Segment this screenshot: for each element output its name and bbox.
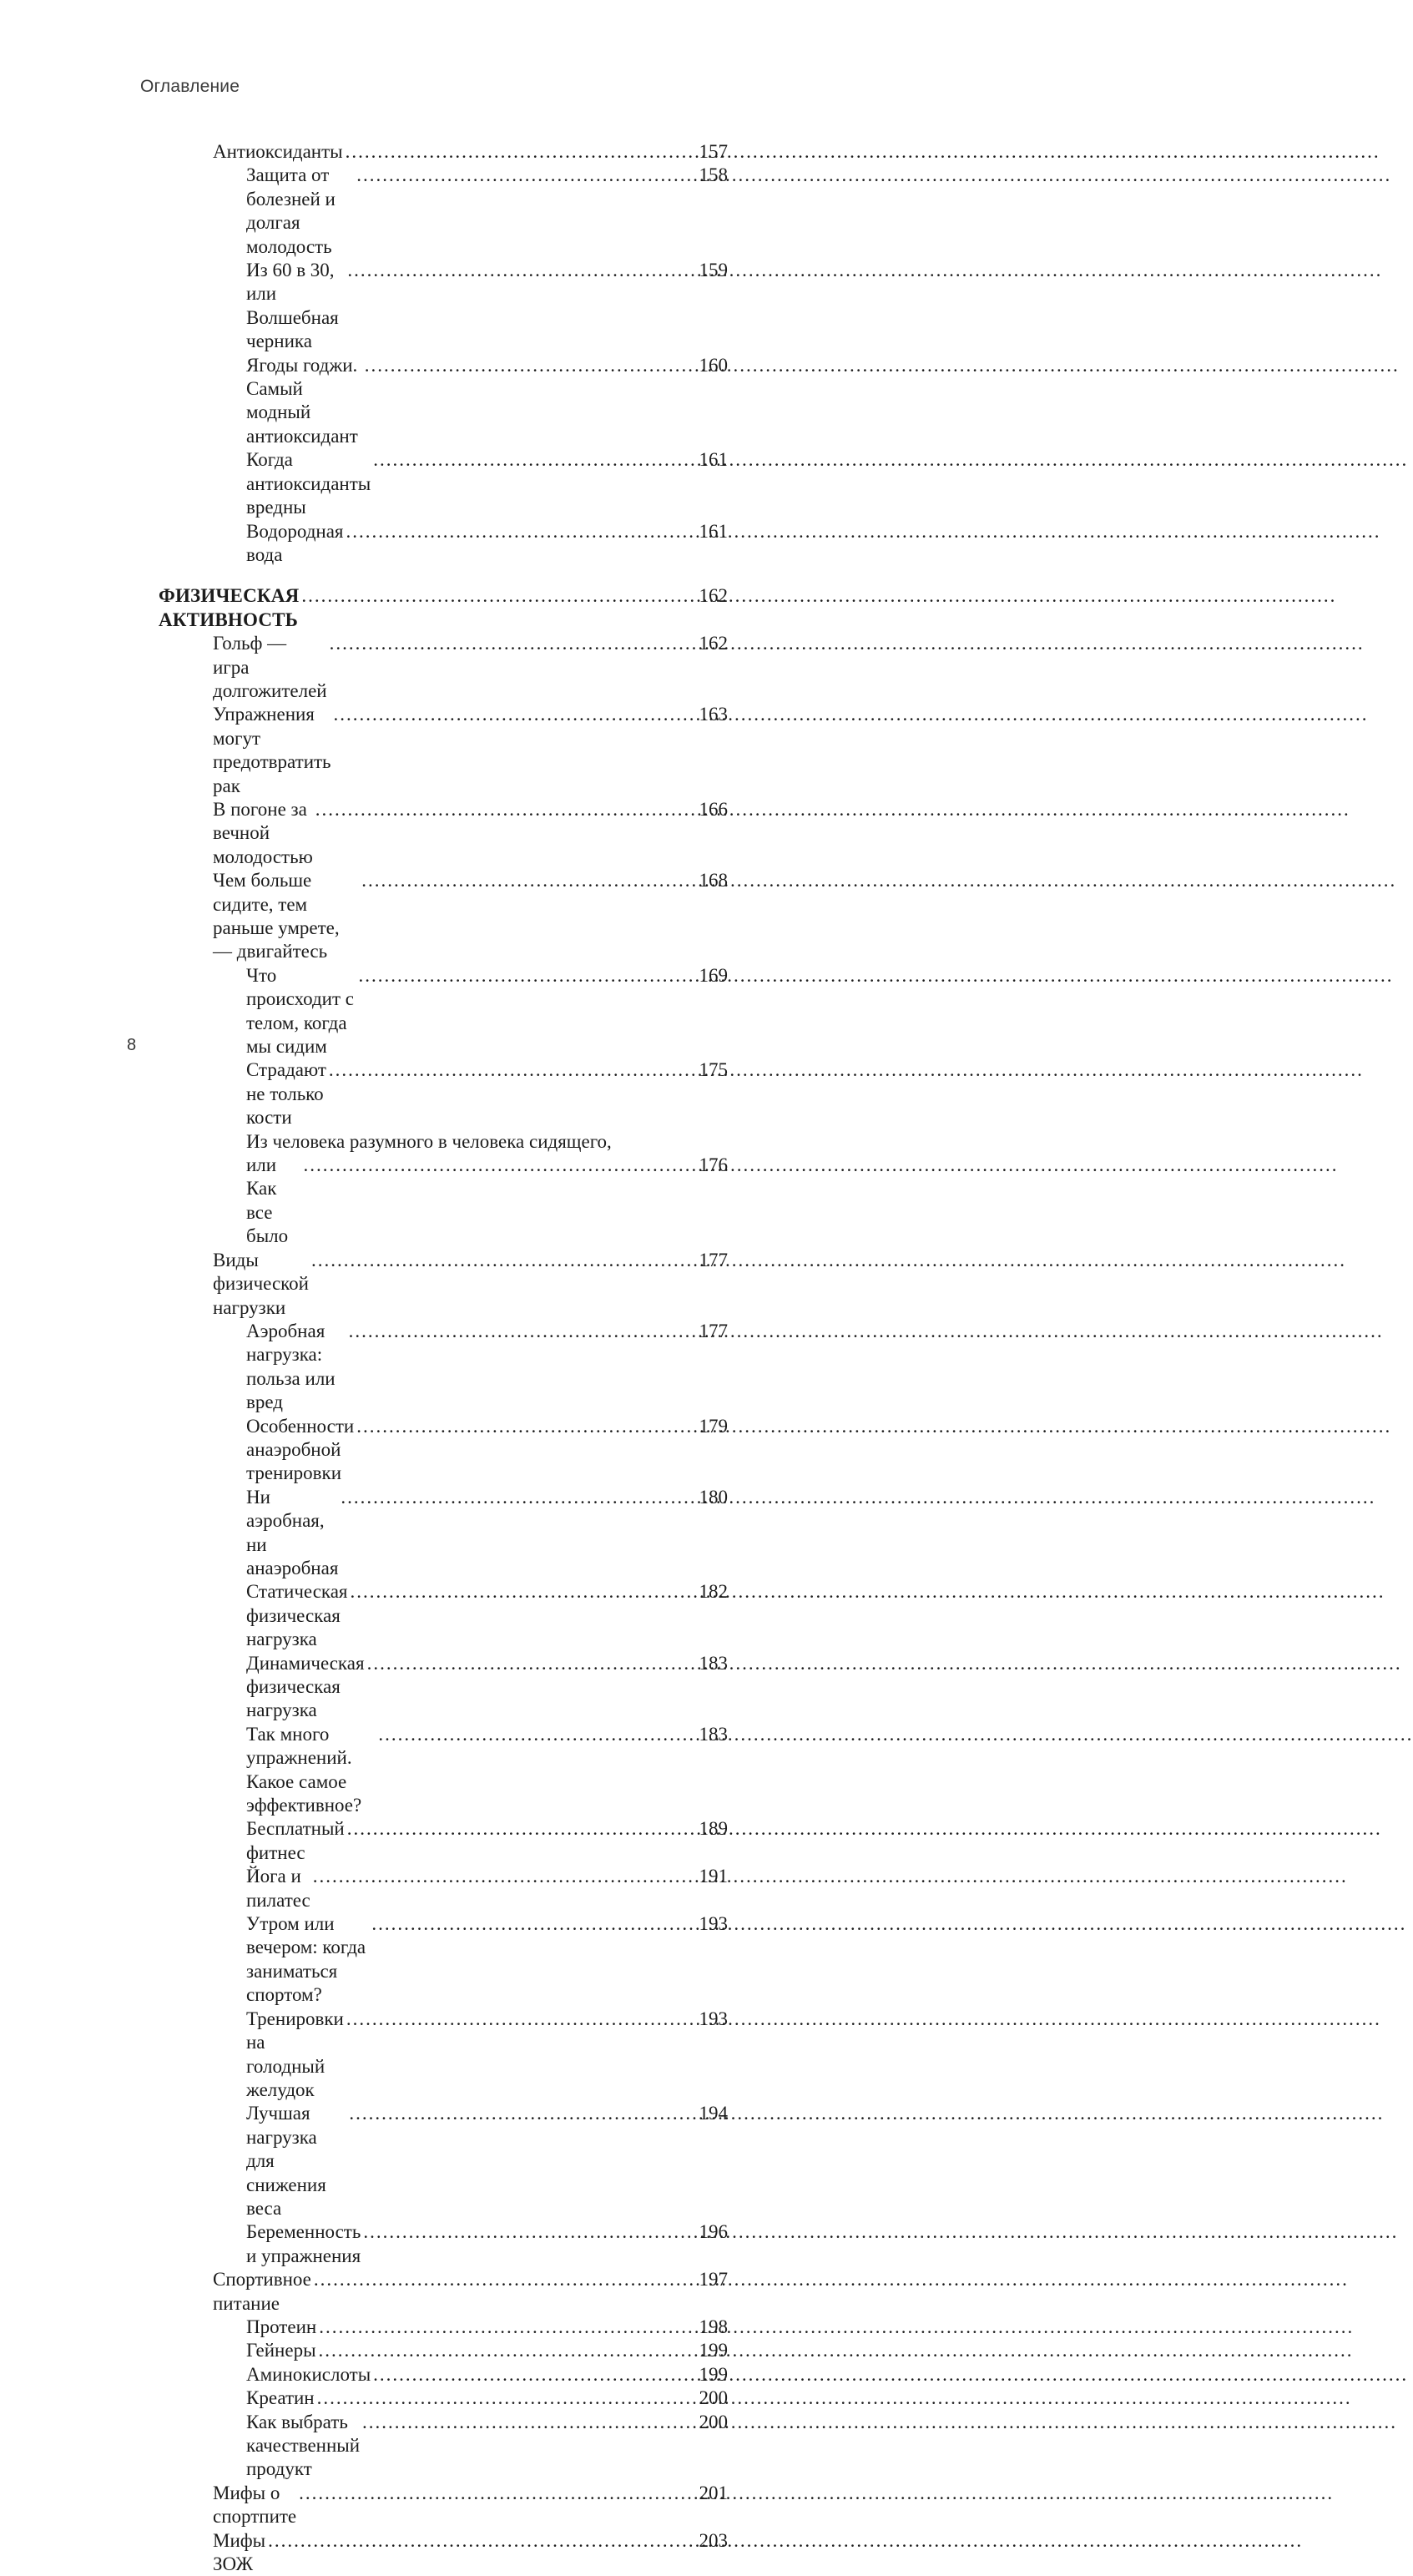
toc-entry-page: 201 — [699, 2482, 728, 2503]
toc-dot-leader — [338, 1486, 699, 1581]
toc-entry-page: 182 — [699, 1581, 728, 1603]
toc-entry — [159, 1415, 728, 1486]
toc-entry-page: 177 — [699, 1320, 728, 1341]
toc-entry — [159, 2387, 728, 2410]
toc-entry — [159, 1723, 728, 1818]
toc-entry-page: 179 — [699, 1415, 728, 1437]
toc-entry-title: В погоне за вечной молодостью — [213, 798, 313, 867]
toc-entry — [159, 1130, 728, 1154]
toc-entry-page: 177 — [699, 1249, 728, 1270]
toc-dot-leader — [344, 520, 699, 568]
toc-entry-title: Что происходит с телом, когда мы сидим — [246, 964, 359, 1058]
toc-entry — [159, 1912, 728, 2008]
toc-entry — [159, 1865, 728, 1912]
toc-entry — [159, 1817, 728, 1865]
toc-entry-title: Водородная вода — [246, 520, 349, 565]
toc-entry-title: Спортивное питание — [213, 2269, 316, 2314]
toc-entry-title: Утром или вечером: когда заниматься спортом? — [246, 1913, 371, 2006]
toc-entry-title: Ни аэробная, ни анаэробная — [246, 1486, 339, 1578]
toc-entry-page: 162 — [699, 585, 728, 607]
toc-dot-leader — [331, 703, 699, 798]
toc-entry — [159, 2482, 728, 2529]
toc-entry-title: Когда антиоксиданты вредны — [246, 449, 376, 518]
toc-entry-title: Как выбрать качественный продукт — [246, 2411, 365, 2480]
toc-dot-leader — [345, 259, 699, 354]
toc-entry-title: Так много упражнений. Какое самое эффективное? — [246, 1723, 362, 1816]
toc-dot-leader — [310, 1865, 699, 1912]
toc-entry-page: 193 — [699, 2008, 728, 2029]
toc-entry — [159, 1249, 728, 1320]
toc-entry-page: 189 — [699, 1818, 728, 1840]
toc-dot-leader — [315, 2387, 699, 2410]
toc-entry-page: 161 — [699, 520, 728, 542]
toc-entry-page: 183 — [699, 1723, 728, 1745]
toc-entry — [159, 2102, 728, 2220]
toc-entry-title: или Как все было — [246, 1154, 289, 1247]
toc-entry-page: 169 — [699, 964, 728, 986]
toc-dot-leader — [359, 869, 699, 964]
toc-entry — [159, 2268, 728, 2316]
toc-entry-page: 168 — [699, 870, 728, 891]
toc-dot-leader — [344, 2008, 699, 2103]
toc-entry-title: Лучшая нагрузка для снижения веса — [246, 2103, 331, 2219]
toc-entry-title: Защита от болезней и долгая молодость — [246, 164, 341, 257]
toc-entry-title: Из 60 в 30, или Волшебная черника — [246, 260, 344, 352]
toc-entry-title: ФИЗИЧЕСКАЯ АКТИВНОСТЬ — [159, 585, 305, 630]
running-header: Оглавление — [140, 77, 240, 96]
toc-entry-page: 196 — [699, 2221, 728, 2243]
toc-dot-leader — [299, 584, 699, 632]
toc-entry-page: 199 — [699, 2340, 728, 2361]
toc-entry — [159, 1580, 728, 1651]
toc-dot-leader — [346, 2102, 699, 2220]
toc-entry-title: Чем больше сидите, тем раньше умрете, — двигайтесь — [213, 870, 345, 962]
toc-entry-title: Тренировки на голодный желудок — [246, 2008, 349, 2100]
toc-entry — [159, 584, 728, 632]
toc-entry-title: Динамическая физическая нагрузка — [246, 1652, 370, 1721]
toc-dot-leader — [313, 798, 699, 869]
toc-entry-title: Упражнения могут предотвратить рак — [213, 704, 336, 796]
toc-entry-title: Мифы ЗОЖ — [213, 2529, 270, 2575]
toc-entry-page: 200 — [699, 2411, 728, 2432]
toc-entry-page: 159 — [699, 260, 728, 281]
toc-dot-leader — [301, 1154, 699, 1249]
toc-list — [159, 140, 728, 2576]
toc-entry-page: 193 — [699, 1913, 728, 1935]
toc-entry — [159, 2363, 728, 2387]
toc-entry-title: Мифы о спортпите — [213, 2482, 297, 2528]
toc-entry-page: 199 — [699, 2363, 728, 2385]
toc-dot-leader — [354, 164, 699, 259]
toc-entry-title: Из человека разумного в человека сидящего, — [246, 1130, 612, 1152]
toc-entry-title: Антиоксиданты — [213, 141, 343, 162]
toc-dot-leader — [376, 1723, 699, 1818]
toc-dot-leader — [326, 1058, 699, 1129]
toc-entry — [159, 354, 728, 449]
toc-entry — [159, 1058, 728, 1129]
toc-entry-page: 194 — [699, 2103, 728, 2124]
toc-entry-title: Страдают не только кости — [246, 1059, 331, 1129]
toc-entry-title: Креатин — [246, 2387, 315, 2409]
toc-entry-title: Гольф — игра долгожителей — [213, 633, 327, 701]
toc-entry — [159, 259, 728, 354]
toc-entry — [159, 1652, 728, 1723]
toc-entry-page: 198 — [699, 2316, 728, 2337]
toc-entry-title: Бесплатный фитнес — [246, 1818, 350, 1863]
toc-entry — [159, 798, 728, 869]
toc-dot-leader — [365, 1652, 699, 1723]
toc-entry-page: 200 — [699, 2387, 728, 2409]
toc-dot-leader — [327, 632, 699, 703]
toc-entry — [159, 632, 728, 703]
toc-dot-leader — [296, 2482, 699, 2529]
toc-dot-leader — [343, 140, 699, 164]
toc-entry — [159, 2529, 728, 2576]
toc-entry-title: Ягоды годжи. Самый модный антиоксидант — [246, 354, 363, 447]
toc-dot-leader — [356, 964, 699, 1059]
toc-entry — [159, 2220, 728, 2268]
page-number: 8 — [127, 1036, 137, 1054]
toc-entry-title: Протеин — [246, 2316, 317, 2337]
toc-entry — [159, 869, 728, 964]
toc-dot-leader — [311, 2268, 699, 2316]
toc-entry-page: 161 — [699, 449, 728, 471]
toc-entry-page: 203 — [699, 2529, 728, 2551]
toc-dot-leader — [371, 2363, 699, 2387]
toc-entry — [159, 2008, 728, 2103]
toc-entry — [159, 1154, 728, 1249]
toc-entry — [159, 1486, 728, 1581]
toc-dot-leader — [316, 2339, 699, 2362]
toc-entry — [159, 2411, 728, 2482]
toc-entry-title: Виды физической нагрузки — [213, 1249, 314, 1318]
toc-entry-title: Гейнеры — [246, 2340, 316, 2361]
toc-entry — [159, 140, 728, 164]
toc-entry-page: 197 — [699, 2269, 728, 2291]
toc-entry-title: Статическая физическая нагрузка — [246, 1581, 353, 1650]
toc-entry-page: 162 — [699, 633, 728, 654]
toc-dot-leader — [369, 1912, 699, 2008]
toc-entry — [159, 448, 728, 519]
toc-entry-page: 160 — [699, 354, 728, 376]
toc-entry-title: Особенности анаэробной тренировки — [246, 1415, 359, 1484]
toc-entry-title: Аминокислоты — [246, 2363, 371, 2385]
toc-entry-page: 183 — [699, 1652, 728, 1674]
toc-entry-title: Аэробная нагрузка: польза или вред — [246, 1320, 341, 1413]
toc-entry-title: Йога и пилатес — [246, 1866, 310, 1911]
toc-entry-page: 158 — [699, 164, 728, 186]
toc-entry — [159, 964, 728, 1059]
toc-entry-page: 163 — [699, 704, 728, 725]
toc-entry — [159, 703, 728, 798]
toc-entry — [159, 520, 728, 568]
toc-entry — [159, 164, 728, 259]
toc-entry — [159, 2316, 728, 2339]
toc-dot-leader — [362, 354, 699, 449]
toc-entry — [159, 2339, 728, 2362]
toc-entry-page: 157 — [699, 141, 728, 162]
toc-entry-page: 191 — [699, 1866, 728, 1887]
toc-dot-leader — [345, 1817, 699, 1865]
toc-dot-leader — [348, 1580, 699, 1651]
toc-entry-page: 175 — [699, 1059, 728, 1081]
toc-entry-title: Беременность и упражнения — [246, 2221, 366, 2266]
toc-dot-leader — [309, 1249, 699, 1320]
toc-dot-leader — [346, 1320, 699, 1415]
toc-dot-leader — [361, 2220, 699, 2268]
toc-dot-leader — [360, 2411, 699, 2482]
toc-entry-page: 180 — [699, 1486, 728, 1508]
toc-entry — [159, 1320, 728, 1415]
toc-dot-leader — [371, 448, 699, 519]
toc-entry-page: 176 — [699, 1154, 728, 1176]
toc-dot-leader — [354, 1415, 699, 1486]
toc-dot-leader — [265, 2529, 699, 2576]
toc-dot-leader — [316, 2316, 699, 2339]
toc-entry-page: 166 — [699, 798, 728, 820]
